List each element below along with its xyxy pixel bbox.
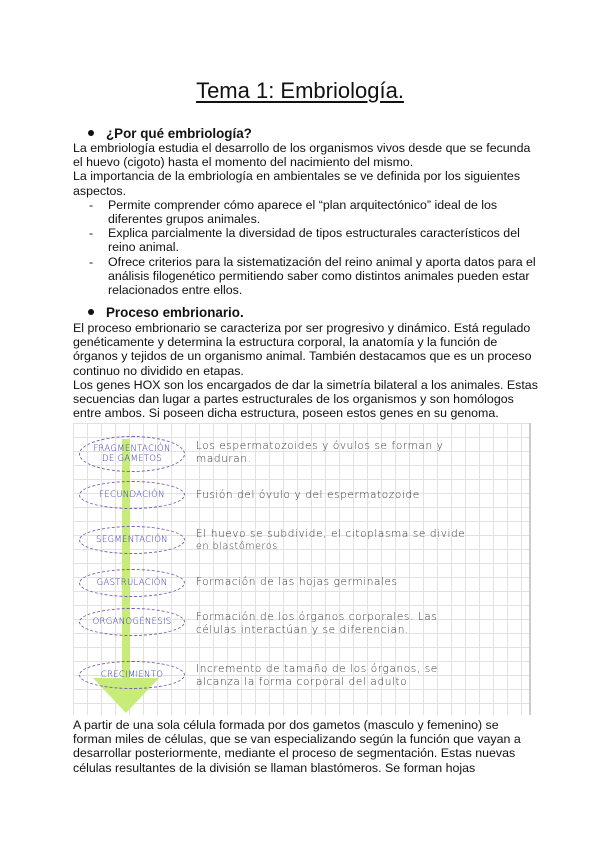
stage-label xyxy=(79,481,185,509)
list-item: - Permite comprender cómo aparece el “plan arquitectónico” ideal de los diferentes grupos animales. xyxy=(73,198,543,226)
text-line: órganos y tejidos de un organismo animal. También destacamos que es un proceso xyxy=(73,349,532,364)
bullet-icon xyxy=(88,309,94,315)
arrow-shaft xyxy=(122,439,130,689)
text-line: relacionados entre ellos. xyxy=(108,283,243,298)
stage-description xyxy=(196,489,526,502)
heading-text: Proceso embrionario. xyxy=(106,305,244,320)
text-line: La importancia de la embriología en ambientales se ve definida por los siguientes xyxy=(73,169,521,184)
label-line: SEGMENTACIÓN xyxy=(96,535,168,545)
desc-line: alcanza la forma corporal del adulto xyxy=(196,675,408,688)
desc-line: células interactúan y se diferencian. xyxy=(196,623,409,636)
desc-line: Fusión del óvulo y del espermatozoide xyxy=(196,489,420,501)
desc-line: maduran. xyxy=(196,452,252,465)
section-heading-process xyxy=(88,305,244,320)
stage-label xyxy=(79,526,185,554)
text-line: reino animal. xyxy=(108,240,179,255)
desc-line: Los espermatozoides y óvulos se forman y xyxy=(196,440,444,452)
stage-label xyxy=(79,569,185,597)
closing-paragraph xyxy=(73,718,543,775)
text-line: continuo no dividido en etapas. xyxy=(73,363,244,378)
text-line: secuencias dan lugar a partes estructurales de los organismos y son homólogos xyxy=(73,392,514,407)
text-line: análisis filogenético permitiendo saber como distintos animales pueden estar xyxy=(108,268,530,283)
label-line: CRECIMIENTO xyxy=(100,670,164,680)
section2-body xyxy=(73,321,543,420)
stage-description xyxy=(196,611,526,636)
text-line: Los genes HOX son los encargados de dar la simetría bilateral a los animales. Estas xyxy=(73,377,538,392)
desc-line: en blastómeros xyxy=(196,540,278,552)
section-heading-why xyxy=(88,126,252,141)
label-line: GASTRULACIÓN xyxy=(96,578,168,588)
text-line: diferentes grupos animales. xyxy=(108,212,261,227)
stage-description xyxy=(196,663,526,688)
text-line: A partir de una sola célula formada por dos gametos (masculo y femenino) se xyxy=(73,718,499,732)
section1-body xyxy=(73,141,543,297)
label-line: ORGANOGÉNESIS xyxy=(92,617,172,627)
page-title: Tema 1: Embriología. xyxy=(196,78,404,103)
text-line: forman miles de células, que se van especializando según la función que vayan a xyxy=(73,732,521,747)
text-line: Explica parcialmente la diversidad de tipos estructurales característicos del xyxy=(108,226,520,241)
desc-line: Formación de los órganos corporales. Las xyxy=(196,611,438,623)
stage-description xyxy=(196,440,526,465)
desc-line: Formación de las hojas germinales xyxy=(196,576,398,588)
desc-line: Incremento de tamaño de los órganos, se xyxy=(196,663,438,675)
list-item: - Ofrece criterios para la sistematización del reino animal y aporta datos para el análisis filogenético permitiendo saber como distintos animales pueden estar relacionados entre ellos. xyxy=(73,255,543,298)
stage-label xyxy=(79,661,185,689)
text-line: genéticamente y determina la estructura corporal, la anatomía y la función de xyxy=(73,335,498,350)
stage-label xyxy=(79,436,185,472)
label-line: FRAGMENTACIÓN xyxy=(93,444,171,454)
stage-description xyxy=(196,528,526,553)
embryo-stages-diagram xyxy=(73,423,531,715)
text-line: El proceso embrionario se caracteriza por ser progresivo y dinámico. Está regulado xyxy=(73,321,531,335)
label-line: FECUNDACIÓN xyxy=(99,490,165,500)
text-line: entre ambos. Si poseen dicha estructura, poseen estos genes en su genoma. xyxy=(73,406,499,421)
list-item: - Explica parcialmente la diversidad de tipos estructurales característicos del reino animal. xyxy=(73,226,543,254)
stage-label xyxy=(79,608,185,636)
label-line: DE GAMETOS xyxy=(101,454,162,464)
text-line: Permite comprender cómo aparece el “plan arquitectónico” ideal de los xyxy=(108,197,498,212)
bullet-icon xyxy=(88,130,94,136)
text-line: desarrollar posteriormente, mediante el proceso de segmentación. Estas nuevas xyxy=(73,746,516,761)
text-line: el huevo (cigoto) hasta el momento del nacimiento del mismo. xyxy=(73,155,414,170)
text-line: Ofrece criterios para la sistematización del reino animal y aporta datos para el xyxy=(108,254,536,269)
text-line: células resultantes de la división se llaman blastómeros. Se forman hojas xyxy=(73,760,476,775)
stage-description xyxy=(196,576,526,589)
text-line: aspectos. xyxy=(73,183,127,198)
heading-text: ¿Por qué embriología? xyxy=(106,126,252,141)
text-line: La embriología estudia el desarrollo de los organismos vivos desde que se fecunda xyxy=(73,141,531,155)
desc-line: El huevo se subdivide, el citoplasma se divide xyxy=(196,528,466,540)
